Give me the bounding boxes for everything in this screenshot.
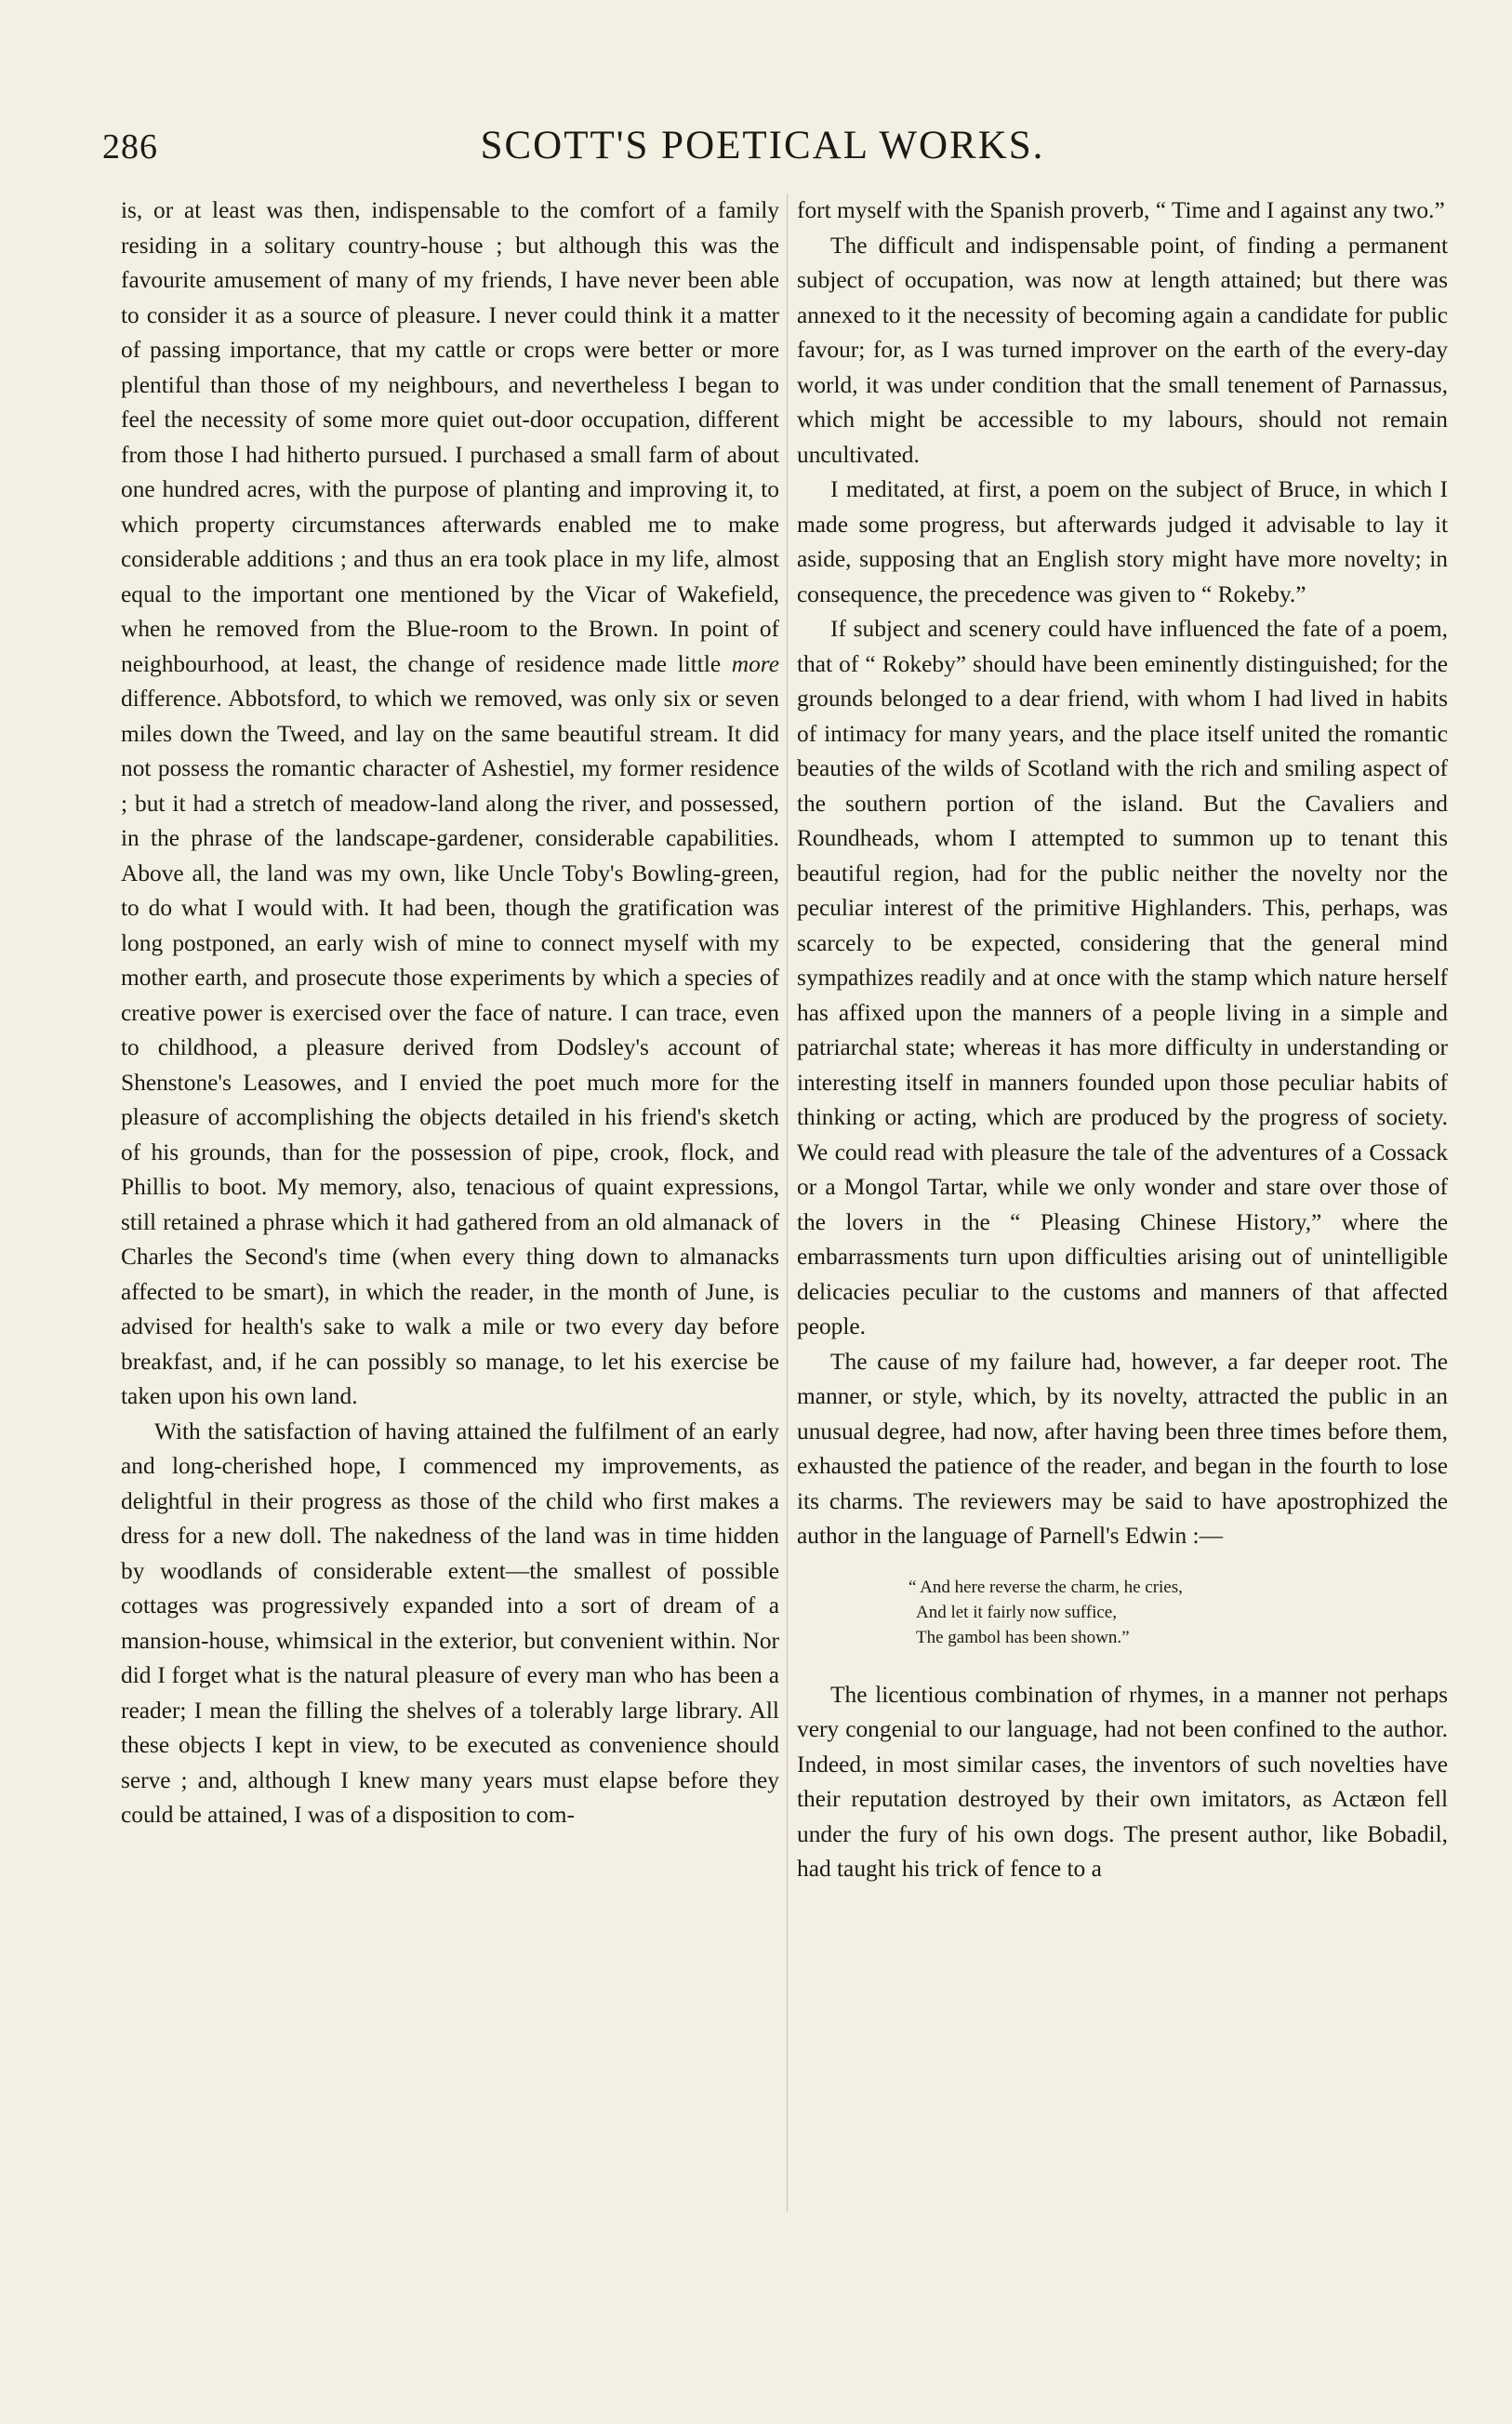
paragraph: The cause of my failure had, however, a far deeper root. The manner, or style, which, by its novelty, attracted the public in an unusual degree, had now, after having been three times before them, exhausted the patience of the reader, and began in the fourth to lose its charms. The reviewers may be said to have apostrophized the author in the language of Parnell's Edwin :—	[797, 1348, 1448, 1549]
paragraph: With the satisfaction of having attained the fulfilment of an early and long-cherished hope, I commenced my improvements, as delightful in their progress as those of the child who first makes a dress for a new doll. The nakedness of the land was in time hidden by woodlands of considerable extent—the smallest of possible cottages was progressively expanded into a sort of dream of a mansion-house, whimsical in the exterior, but convenient within. Nor did I forget what is the natural pleasure of every man who has been a reader; I mean the filling the shelves of a tolerably large library. All these objects I kept in view, to be executed as convenience should serve ; and, although I knew many years must elapse before they could be attained, I was of a disposition to com-	[121, 1418, 779, 1828]
right-column	[797, 193, 1448, 1887]
paragraph: fort myself with the Spanish proverb, “ Time and I against any two.”	[797, 197, 1445, 223]
paragraph: I meditated, at first, a poem on the subject of Bruce, in which I made some progress, but afterwards judged it advisable to lay it aside, supposing that an English story might have more novelty; in consequence, the precedence was given to “ Rokeby.”	[797, 476, 1448, 607]
paragraph-text: difference. Abbotsford, to which we removed, was only six or seven miles down the Tweed, and lay on the same beautiful stream. It did not possess the romantic character of Ashestiel, my former residence ; but it had a stretch of meadow-land along the river, and possessed, in the phrase of the landscape-gardener, considerable capabilities. Above all, the land was my own, like Uncle Toby's Bowling-green, to do what I would with. It had been, though the gratification was long postponed, an early wish of mine to connect myself with my mother earth, and prosecute those experiments by which a species of creative power is exercised over the face of nature. I can trace, even to childhood, a pleasure derived from Dodsley's account of Shenstone's Leasowes, and I envied the poet much more for the pleasure of accomplishing the objects detailed in his friend's sketch of his grounds, than for the possession of pipe, crook, flock, and Phillis to boot. My memory, also, tenacious of quaint expressions, still retained a phrase which it had gathered from an old almanack of Charles the Second's time (when every thing down to almanacks affected to be smart), in which the reader, in the month of June, is advised for health's sake to walk a mile or two every day before breakfast, and, if he can possibly so manage, to let his exercise be taken upon his own land.	[121, 686, 779, 1409]
left-column	[121, 193, 779, 1833]
verse-quote	[909, 1575, 1448, 1650]
paragraph: The licentious combination of rhymes, in a manner not perhaps very congenial to our language, had not been confined to the author. Indeed, in most similar cases, the inventors of such novelties have their reputation destroyed by their own imitators, as Actæon fell under the fury of his own dogs. The present author, like Bobadil, had taught his trick of fence to a	[797, 1681, 1448, 1882]
running-title: SCOTT'S POETICAL WORKS.	[480, 124, 1045, 167]
verse-line: “ And here reverse the charm, he cries,	[909, 1577, 1183, 1597]
paragraph	[121, 193, 779, 1415]
verse-line: And let it fairly now suffice,	[916, 1602, 1117, 1622]
verse-line: The gambol has been shown.”	[916, 1627, 1130, 1647]
page-header	[102, 123, 1423, 179]
paragraph: The difficult and indispensable point, of finding a permanent subject of occupation, was now at length attained; but there was annexed to it the necessity of becoming again a candidate for public favour; for, as I was turned improver on the earth of the every-day world, it was under condition that the small tenement of Parnassus, which might be accessible to my labours, should not remain uncultivated.	[797, 232, 1448, 468]
paragraph: If subject and scenery could have influenced the fate of a poem, that of “ Rokeby” should have been eminently distinguished; for the grounds belonged to a dear friend, with whom I had lived in habits of intimacy for many years, and the place itself united the romantic beauties of the wilds of Scotland with the rich and smiling aspect of the southern portion of the island. But the Cavaliers and Roundheads, whom I attempted to summon up to tenant this beautiful region, had for the public neither the novelty nor the peculiar interest of the primitive Highlanders. This, perhaps, was scarcely to be expected, considering that the general mind sympathizes readily and at once with the stamp which nature herself has affixed upon the manners of a people living in a simple and patriarchal state; whereas it has more difficulty in understanding or interesting itself in manners founded upon those peculiar habits of thinking or acting, which are produced by the progress of society. We could read with pleasure the tale of the adventures of a Cossack or a Mongol Tartar, while we only wonder and stare over those of the lovers in the “ Pleasing Chinese History,” where the embarrassments turn upon difficulties arising out of unintelligible delicacies peculiar to the customs and manners of that affected people.	[797, 616, 1448, 1339]
paragraph-text: is, or at least was then, indispensable to the comfort of a family residing in a solitary country-house ; but although this was the favourite amusement of many of my friends, I have never been able to consider it as a source of pleasure. I never could think it a matter of passing importance, that my cattle or crops were better or more plentiful than those of my neighbours, and nevertheless I began to feel the necessity of some more quiet out-door occupation, different from those I had hitherto pursued. I purchased a small farm of about one hundred acres, with the purpose of planting and improving it, to which property circumstances afterwards enabled me to make considerable additions ; and thus an era took place in my life, almost equal to the important one mentioned by the Vicar of Wakefield, when he removed from the Blue-room to the Brown. In point of neighbourhood, at least, the change of residence made little	[121, 197, 779, 677]
italic-word: more	[731, 650, 779, 677]
page-number: 286	[102, 127, 158, 166]
column-divider	[787, 193, 788, 2212]
